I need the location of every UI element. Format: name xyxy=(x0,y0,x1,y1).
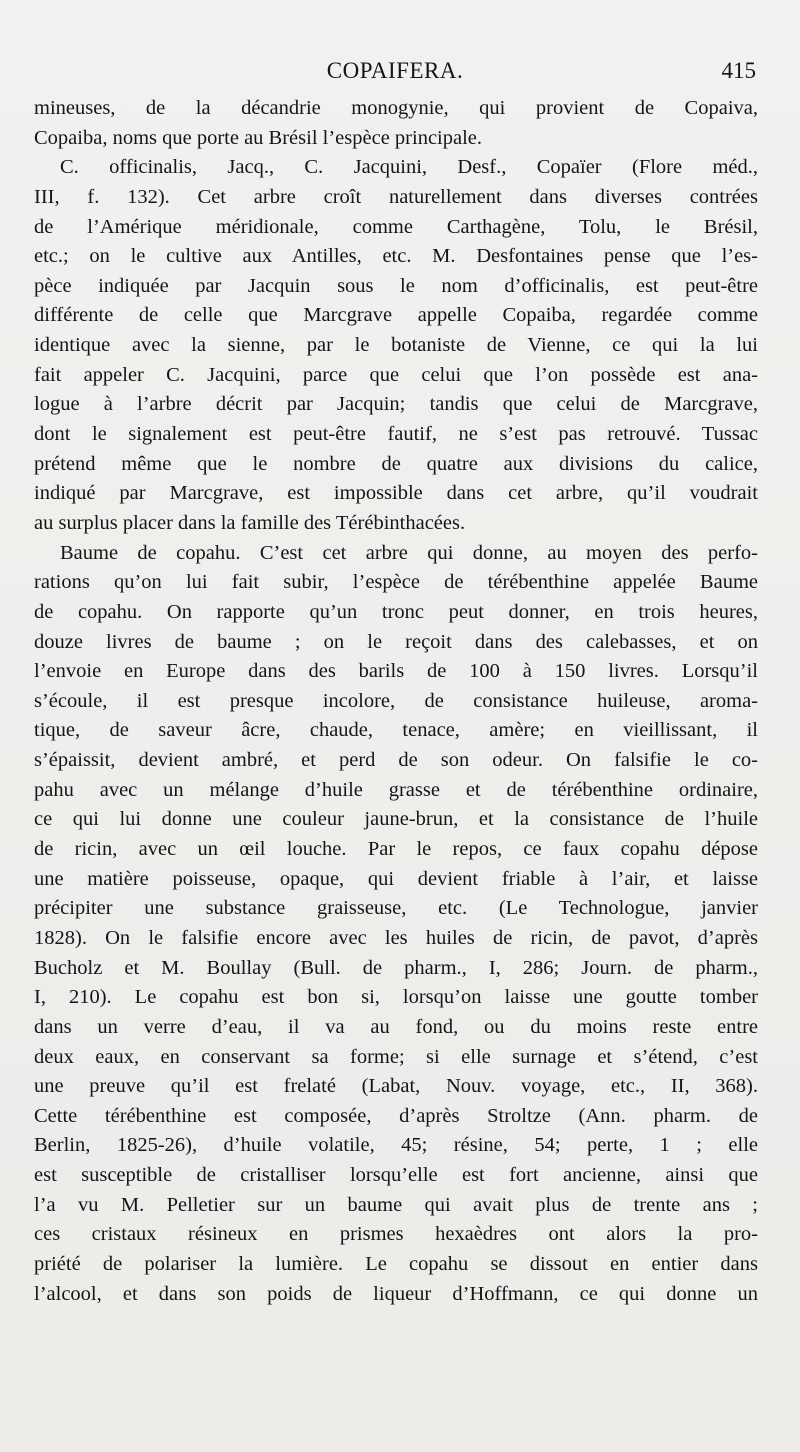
text-line: l’a vu M. Pelletier sur un baume qui avait plus de trente ans ; xyxy=(34,1193,758,1216)
text-line: dont le signalement est peut-être fautif, ne s’est pas retrouvé. Tussac xyxy=(34,423,758,446)
text-line: différente de celle que Marcgrave appelle Copaiba, regardée comme xyxy=(34,304,758,327)
text-line: C. officinalis, Jacq., C. Jacquini, Desf., Copaïer (Flore méd., xyxy=(60,156,758,179)
text-line: pèce indiquée par Jacquin sous le nom d’officinalis, est peut-être xyxy=(34,274,758,297)
text-line: tique, de saveur âcre, chaude, tenace, amère; en vieillissant, il xyxy=(34,719,758,742)
text-line: ces cristaux résineux en prismes hexaèdres ont alors la pro- xyxy=(34,1223,758,1246)
text-line: au surplus placer dans la famille des Térébinthacées. xyxy=(34,511,466,534)
page-number: 415 xyxy=(721,58,756,83)
text-line: est susceptible de cristalliser lorsqu’elle est fort ancienne, ainsi que xyxy=(34,1164,758,1187)
text-line: 1828). On le falsifie encore avec les huiles de ricin, de pavot, d’après xyxy=(34,926,758,949)
text-line: de copahu. On rapporte qu’un tronc peut donner, en trois heures, xyxy=(34,600,758,623)
text-line: s’épaissit, devient ambré, et perd de son odeur. On falsifie le co- xyxy=(34,749,758,772)
text-line: ce qui lui donne une couleur jaune-brun, et la consistance de l’huile xyxy=(34,808,758,831)
text-line: Baume de copahu. C’est cet arbre qui donne, au moyen des perfo- xyxy=(60,541,758,564)
text-line: de ricin, avec un œil louche. Par le repos, ce faux copahu dépose xyxy=(34,838,758,861)
text-line: rations qu’on lui fait subir, l’espèce de térébenthine appelée Baume xyxy=(34,571,758,594)
text-line: une preuve qu’il est frelaté (Labat, Nouv. voyage, etc., II, 368). xyxy=(34,1075,758,1098)
text-line: l’envoie en Europe dans des barils de 100 à 150 livres. Lorsqu’il xyxy=(34,660,758,683)
text-line: précipiter une substance graisseuse, etc. (Le Technologue, janvier xyxy=(34,897,758,920)
text-line: priété de polariser la lumière. Le copahu se dissout en entier dans xyxy=(34,1252,758,1275)
text-line: I, 210). Le copahu est bon si, lorsqu’on laisse une goutte tomber xyxy=(34,986,758,1009)
text-line: une matière poisseuse, opaque, qui devient friable à l’air, et laisse xyxy=(34,867,758,890)
text-line: l’alcool, et dans son poids de liqueur d’Hoffmann, ce qui donne un xyxy=(34,1282,758,1305)
body-text xyxy=(34,94,758,1309)
text-line: indiqué par Marcgrave, est impossible dans cet arbre, qu’il voudrait xyxy=(34,482,758,505)
text-line: Bucholz et M. Boullay (Bull. de pharm., I, 286; Journ. de pharm., xyxy=(34,956,758,979)
text-line: pahu avec un mélange d’huile grasse et de térébenthine ordinaire, xyxy=(34,778,758,801)
text-line: Berlin, 1825-26), d’huile volatile, 45; résine, 54; perte, 1 ; elle xyxy=(34,1134,758,1157)
text-line: de l’Amérique méridionale, comme Carthagène, Tolu, le Brésil, xyxy=(34,215,758,238)
text-line: douze livres de baume ; on le reçoit dans des calebasses, et on xyxy=(34,630,758,653)
text-line: Cette térébenthine est composée, d’après Stroltze (Ann. pharm. de xyxy=(34,1104,758,1127)
text-line: deux eaux, en conservant sa forme; si elle surnage et s’étend, c’est xyxy=(34,1045,758,1068)
header-title: COPAIFERA. xyxy=(326,58,464,83)
text-line: logue à l’arbre décrit par Jacquin; tandis que celui de Marcgrave, xyxy=(34,393,758,416)
text-line: dans un verre d’eau, il va au fond, ou du moins reste entre xyxy=(34,1015,758,1038)
text-line: fait appeler C. Jacquini, parce que celui que l’on possède est ana- xyxy=(34,363,758,386)
text-line: prétend même que le nombre de quatre aux divisions du calice, xyxy=(34,452,758,475)
text-line: s’écoule, il est presque incolore, de consistance huileuse, aroma- xyxy=(34,689,758,712)
text-line: III, f. 132). Cet arbre croît naturellement dans diverses contrées xyxy=(34,185,758,208)
text-line: mineuses, de la décandrie monogynie, qui provient de Copaiva, xyxy=(34,97,758,119)
text-line: identique avec la sienne, par le botaniste de Vienne, ce qui la lui xyxy=(34,334,758,357)
text-line: etc.; on le cultive aux Antilles, etc. M. Desfontaines pense que l’es- xyxy=(34,245,758,268)
running-header xyxy=(34,58,756,94)
text-line: Copaiba, noms que porte au Brésil l’espèce principale. xyxy=(34,126,483,149)
